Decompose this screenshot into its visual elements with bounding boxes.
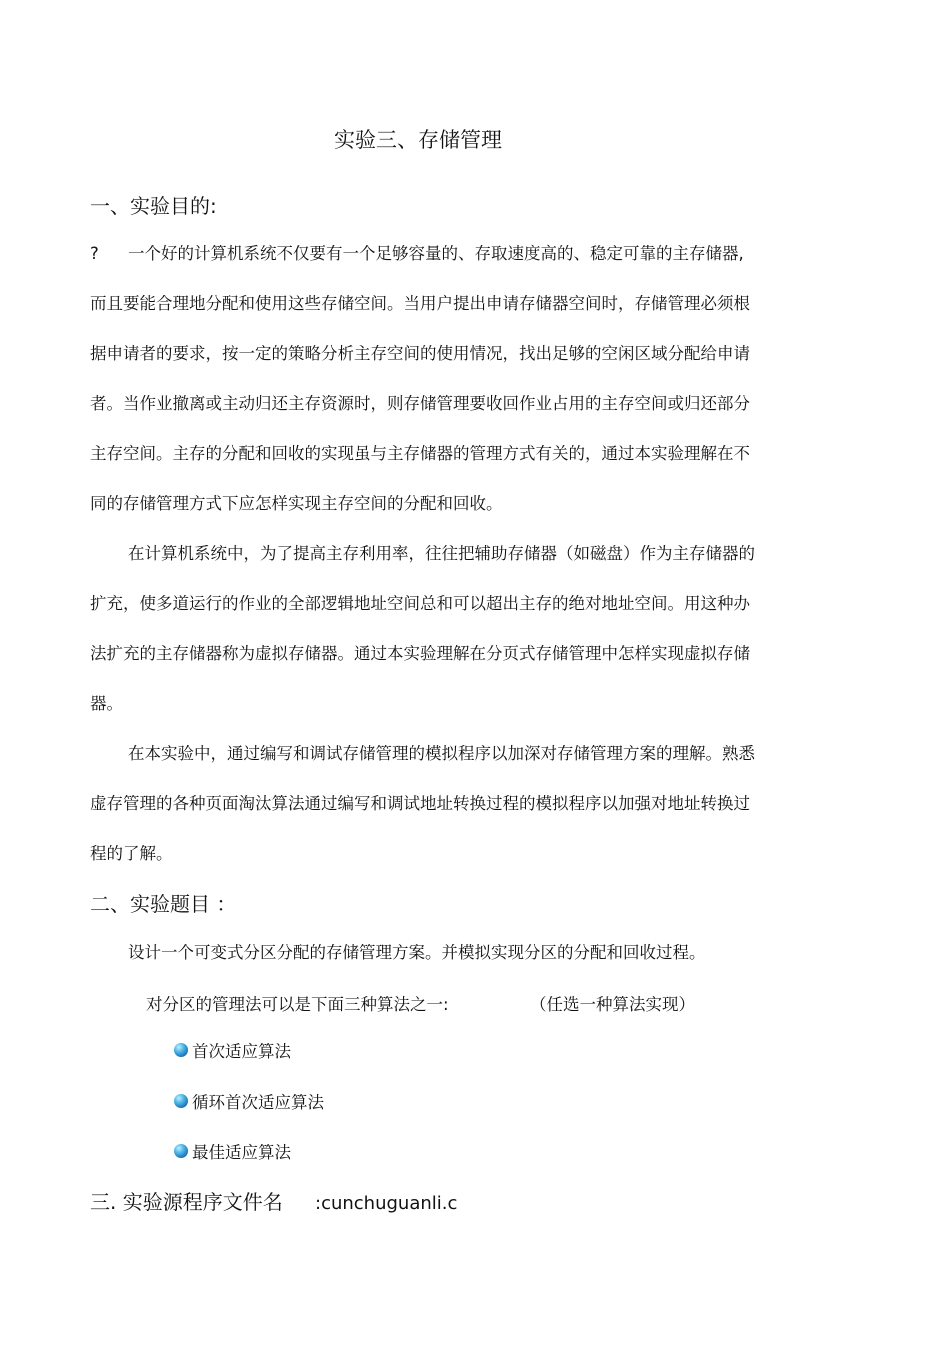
paragraph-line: 据申请者的要求，按一定的策略分析主存空间的使用情况，找出足够的空闲区域分配给申请 xyxy=(90,344,750,363)
paragraph-line: 虚存管理的各种页面淘汰算法通过编写和调试地址转换过程的模拟程序以加强对地址转换过 xyxy=(90,794,750,813)
algorithm-item xyxy=(174,1141,291,1165)
algorithm-item xyxy=(174,1091,324,1115)
bullet-icon xyxy=(174,1144,188,1158)
bullet-icon xyxy=(174,1094,188,1108)
paragraph-line: 在计算机系统中，为了提高主存利用率，往往把辅助存储器（如磁盘）作为主存储器的 xyxy=(128,544,755,563)
algorithm-label: 首次适应算法 xyxy=(192,1042,291,1061)
paragraph-line: 程的了解。 xyxy=(90,844,173,863)
paragraph-line: 法扩充的主存储器称为虚拟存储器。通过本实验理解在分页式存储管理中怎样实现虚拟存储 xyxy=(90,644,750,663)
section1-heading: 一、实验目的: xyxy=(90,194,217,218)
task-description: 设计一个可变式分区分配的存储管理方案。并模拟实现分区的分配和回收过程。 xyxy=(128,943,706,962)
page-title: 实验三、存储管理 xyxy=(334,128,502,152)
algorithm-item xyxy=(174,1040,291,1064)
source-filename: :cunchuguanli.c xyxy=(315,1193,458,1214)
bullet-icon xyxy=(174,1043,188,1057)
question-marker: ? xyxy=(90,244,99,263)
section3-heading: 三. 实验源程序文件名 xyxy=(90,1190,283,1214)
paragraph-line: 主存空间。主存的分配和回收的实现虽与主存储器的管理方式有关的，通过本实验理解在不 xyxy=(90,444,750,463)
paragraph-line: 扩充，使多道运行的作业的全部逻辑地址空间总和可以超出主存的绝对地址空间。用这种办 xyxy=(90,594,750,613)
paragraph-line: 而且要能合理地分配和使用这些存储空间。当用户提出申请存储器空间时，存储管理必须根 xyxy=(90,294,750,313)
methods-intro: 对分区的管理法可以是下面三种算法之一: xyxy=(146,995,449,1014)
paragraph-line: 同的存储管理方式下应怎样实现主存空间的分配和回收。 xyxy=(90,494,503,513)
paragraph-line: 一个好的计算机系统不仅要有一个足够容量的、存取速度高的、稳定可靠的主存储器, xyxy=(128,244,744,263)
algorithm-label: 最佳适应算法 xyxy=(192,1143,291,1162)
section2-heading: 二、实验题目 ： xyxy=(90,892,237,916)
algorithm-label: 循环首次适应算法 xyxy=(192,1093,324,1112)
paragraph-line: 者。当作业撤离或主动归还主存资源时，则存储管理要收回作业占用的主存空间或归还部分 xyxy=(90,394,750,413)
methods-note: （任选一种算法实现） xyxy=(530,995,695,1014)
paragraph-line: 器。 xyxy=(90,694,123,713)
paragraph-line: 在本实验中，通过编写和调试存储管理的模拟程序以加深对存储管理方案的理解。熟悉 xyxy=(128,744,755,763)
